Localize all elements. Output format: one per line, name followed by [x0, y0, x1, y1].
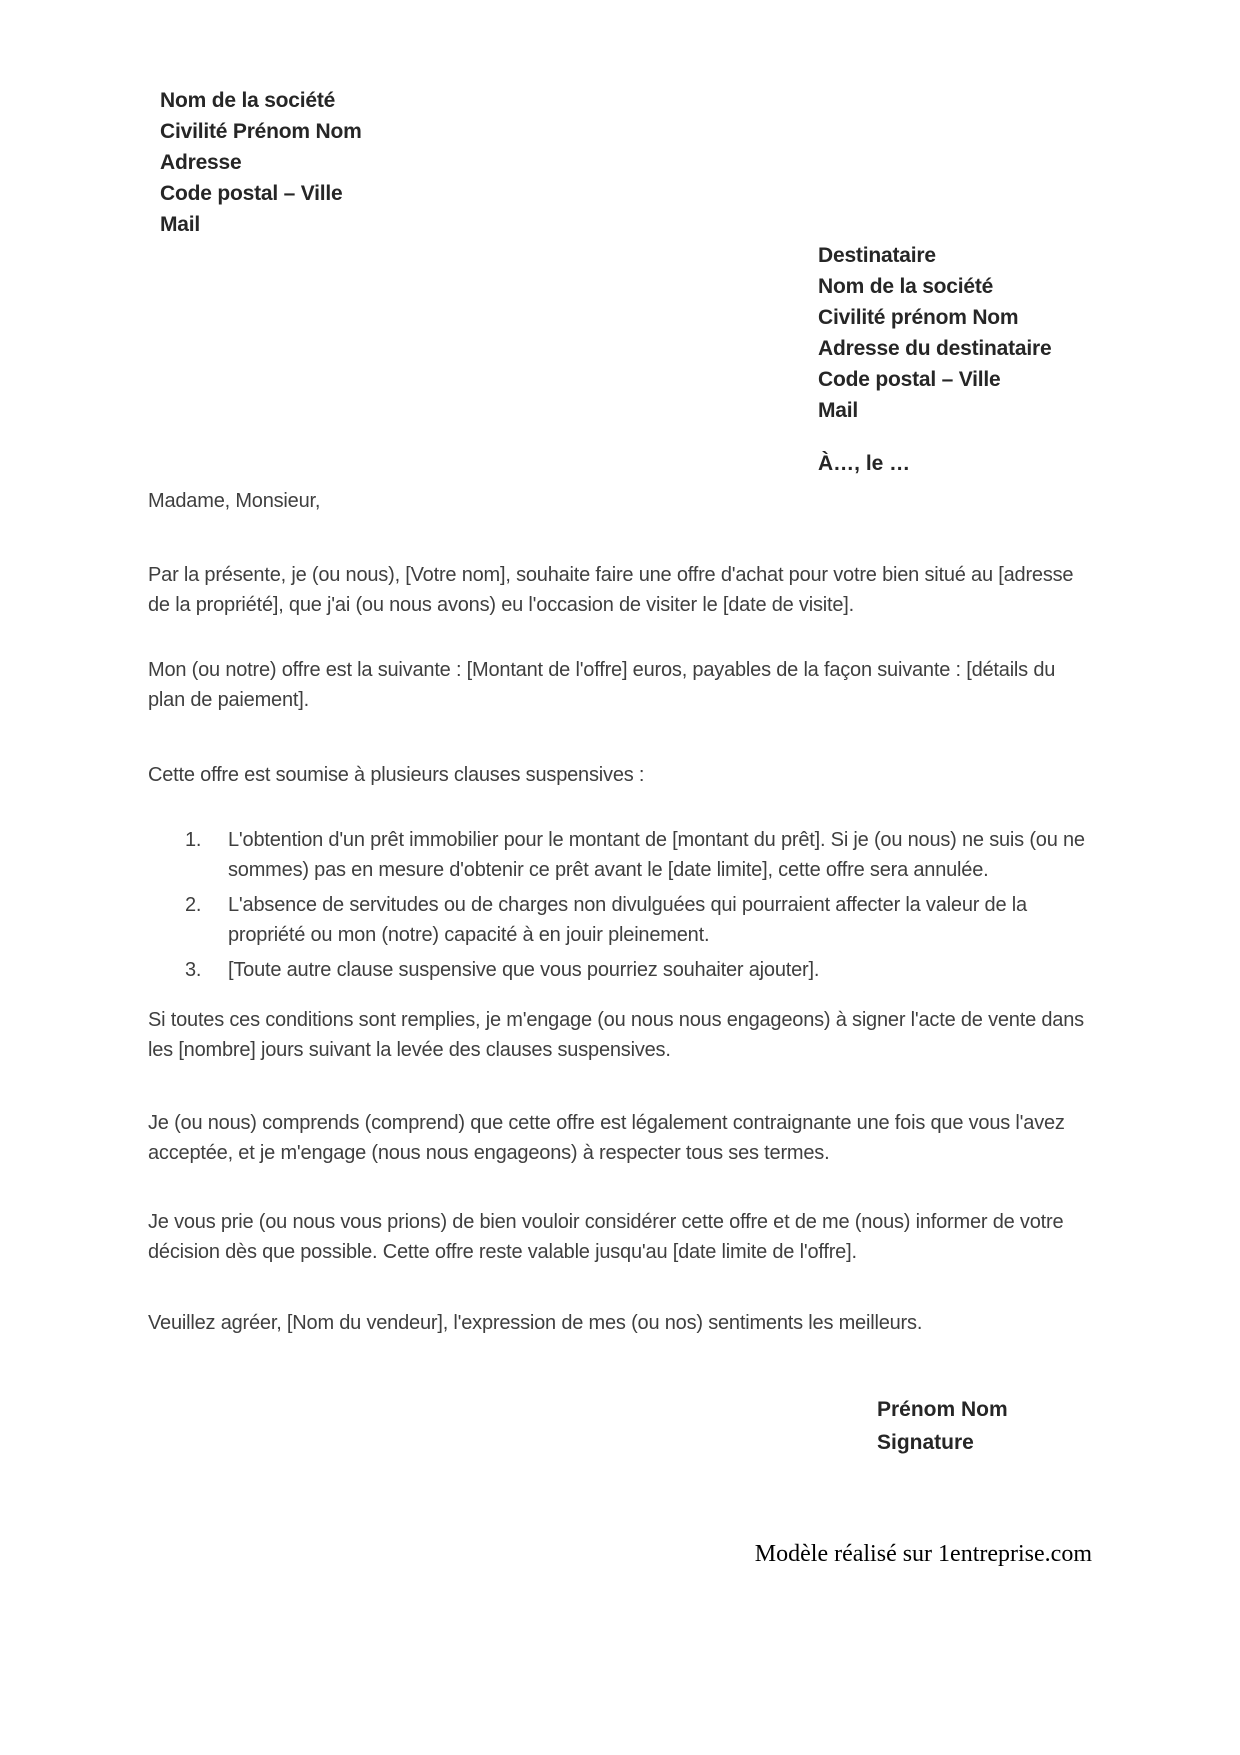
clause-1-text: L'obtention d'un prêt immobilier pour le montant de [montant du prêt]. Si je (ou nous) ne suis (ou ne sommes) pas en mesure d'obtenir ce prêt avant le [date limite], cette offre sera annulée. — [228, 829, 1085, 881]
paragraph-binding: Je (ou nous) comprends (comprend) que cette offre est légalement contraignante une fois que vous l'avez acceptée, et je m'engage (nous nous engageons) à respecter tous ses termes. — [148, 1112, 1065, 1164]
salutation: Madame, Monsieur, — [148, 490, 321, 512]
paragraph-clauses-intro: Cette offre est soumise à plusieurs clauses suspensives : — [148, 764, 645, 786]
recipient-address: Adresse du destinataire — [818, 337, 1052, 360]
clause-item-1 — [185, 825, 1092, 885]
footer-credit: Modèle réalisé sur 1entreprise.com — [754, 1541, 1092, 1567]
clause-3-text: [Toute autre clause suspensive que vous pourriez souhaiter ajouter]. — [228, 959, 820, 981]
recipient-postal-city: Code postal – Ville — [818, 368, 1001, 391]
signature-name: Prénom Nom — [877, 1398, 1008, 1421]
clause-2-number: 2. — [185, 894, 202, 916]
paragraph-consideration: Je vous prie (ou nous vous prions) de bien vouloir considérer cette offre et de me (nous) informer de votre décision dès que possible. Cette offre reste valable jusqu'au [date limite de l'offre]. — [148, 1211, 1064, 1263]
sender-company: Nom de la société — [160, 89, 336, 112]
recipient-name: Civilité prénom Nom — [818, 306, 1019, 329]
sender-block — [160, 85, 1092, 240]
recipient-label: Destinataire — [818, 244, 936, 267]
paragraph-amount: Mon (ou notre) offre est la suivante : [Montant de l'offre] euros, payables de la façon suivante : [détails du plan de paiement]. — [148, 659, 1056, 711]
signature-label: Signature — [877, 1431, 974, 1454]
clause-item-3 — [185, 955, 1092, 985]
suspensive-clauses-list — [148, 825, 1092, 985]
clause-3-number: 3. — [185, 959, 202, 981]
paragraph-offer: Par la présente, je (ou nous), [Votre nom], souhaite faire une offre d'achat pour votre bien situé au [adresse de la propriété], que j'ai (ou nous avons) eu l'occasion de visiter le [date de visite]. — [148, 564, 1074, 616]
clause-1-number: 1. — [185, 829, 202, 851]
paragraph-commitment: Si toutes ces conditions sont remplies, je m'engage (ou nous nous engageons) à signer l'acte de vente dans les [nombre] jours suivant la levée des clauses suspensives. — [148, 1009, 1084, 1061]
sender-address: Adresse — [160, 151, 242, 174]
sender-mail: Mail — [160, 213, 201, 236]
signature-block — [877, 1393, 1092, 1459]
clause-2-text: L'absence de servitudes ou de charges non divulguées qui pourraient affecter la valeur de la propriété ou mon (notre) capacité à en jouir pleinement. — [228, 894, 1027, 946]
letter-content — [0, 85, 1240, 1569]
paragraph-closing: Veuillez agréer, [Nom du vendeur], l'expression de mes (ou nos) sentiments les meilleurs. — [148, 1312, 923, 1334]
sender-name: Civilité Prénom Nom — [160, 120, 362, 143]
sender-postal-city: Code postal – Ville — [160, 182, 343, 205]
clause-item-2 — [185, 890, 1092, 950]
recipient-block — [818, 240, 1092, 426]
place-date-line: À…, le … — [818, 452, 911, 475]
recipient-company: Nom de la société — [818, 275, 994, 298]
recipient-mail: Mail — [818, 399, 859, 422]
